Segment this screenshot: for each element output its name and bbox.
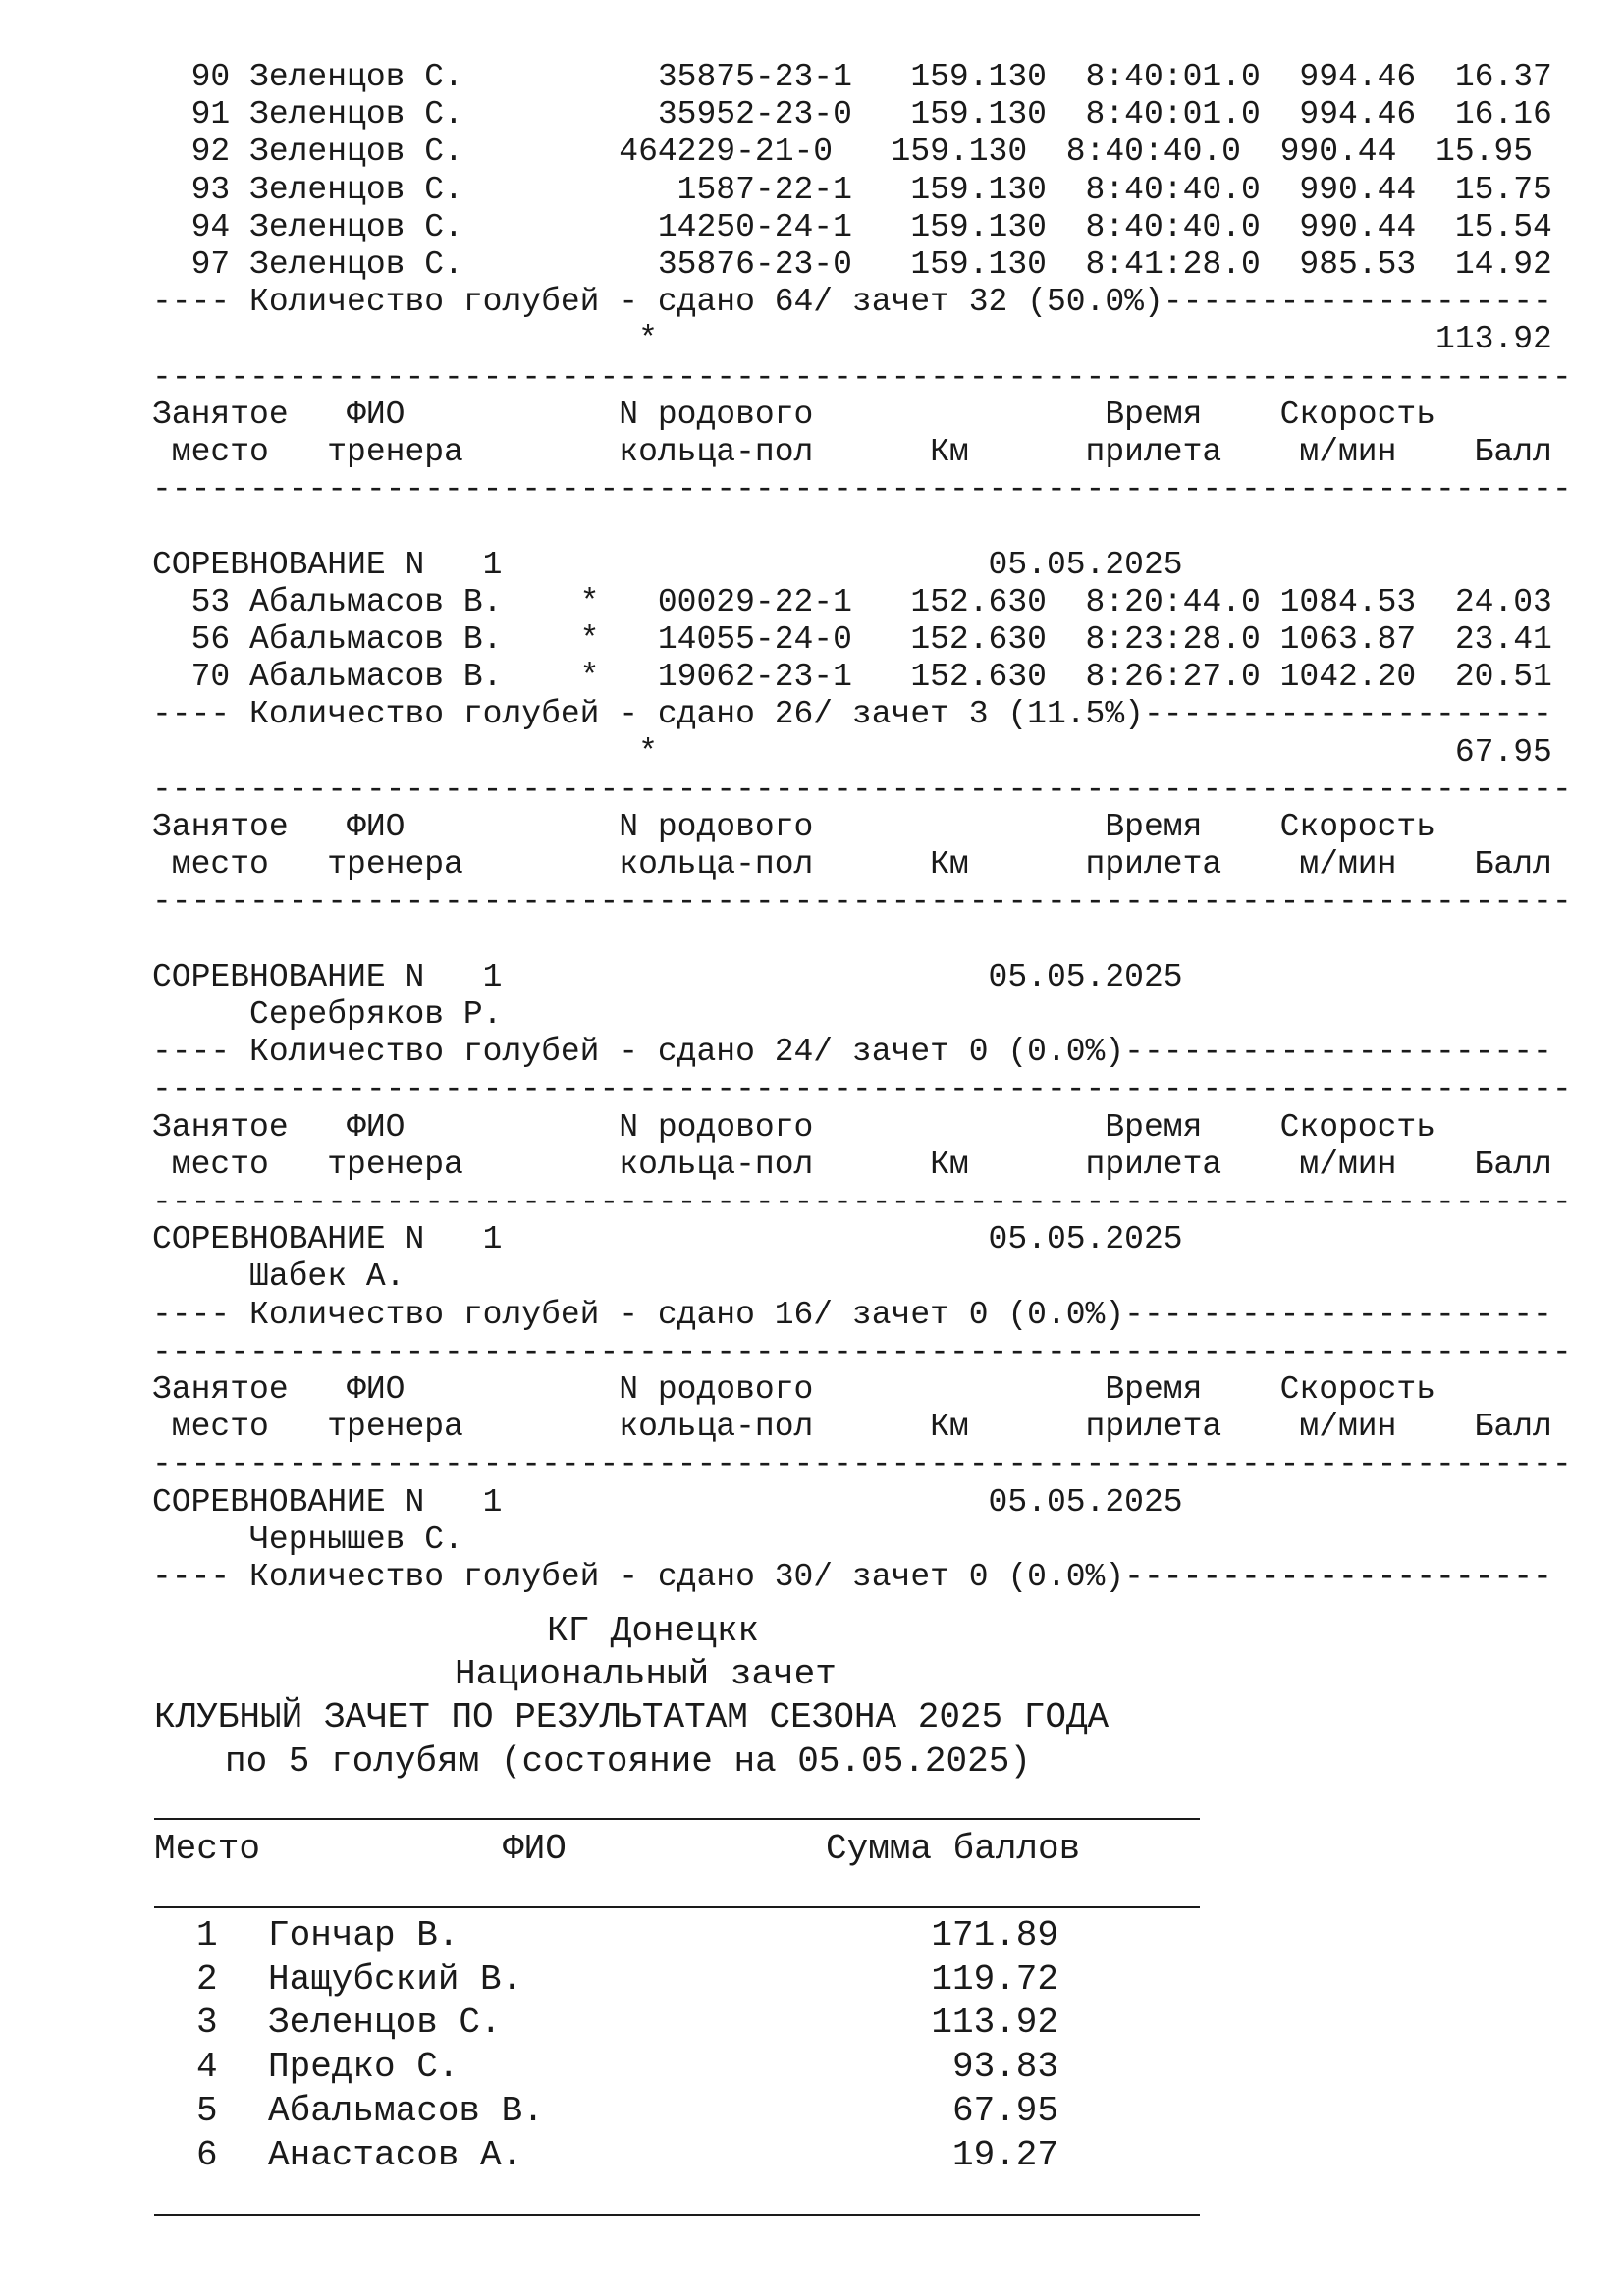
report-line: 91 Зеленцов С. 35952-23-0 159.130 8:40:01.0 994.46 16.16 [152,96,1552,133]
report-line: СОРЕВНОВАНИЕ N 1 05.05.2025 [152,546,1183,583]
standings-place: 6 [196,2134,218,2175]
standings-name: Абальмасов В. [268,2090,544,2131]
report-line: ---- Количество голубей - сдано 26/ зачет 3 (11.5%)--------------------- [152,696,1552,733]
standings-score: 119.72 [931,1958,1058,2000]
report-line: ------------------------------------------------------------------------- [152,1333,1572,1370]
report-line: Занятое ФИО N родового Время Скорость [152,1108,1436,1146]
report-line: 56 Абальмасов В. * 14055-24-0 152.630 8:23:28.0 1063.87 23.41 [152,621,1552,658]
report-line: 90 Зеленцов С. 35875-23-1 159.130 8:40:01.0 994.46 16.37 [152,59,1552,95]
report-line: * 67.95 [152,733,1552,771]
report-line: ------------------------------------------------------------------------- [152,1446,1572,1483]
report-line: ------------------------------------------------------------------------- [152,471,1572,508]
standings-name: Предко С. [268,2047,460,2088]
col-header-sum: Сумма баллов [826,1829,1081,1869]
col-header-place: Место [154,1829,261,1869]
standings-place: 5 [196,2090,218,2131]
standings-score: 67.95 [951,2090,1058,2131]
report-line: СОРЕВНОВАНИЕ N 1 05.05.2025 [152,1483,1183,1521]
table-rule-top [154,1818,1200,1820]
standings-place: 2 [196,1958,218,2000]
standings-name: Анастасов А. [268,2134,523,2175]
report-line: Чернышев С. [152,1521,463,1558]
report-line: ------------------------------------------------------------------------- [152,1184,1572,1220]
report-line: Шабек А. [152,1258,406,1296]
report-line: * 113.92 [152,321,1552,358]
report-line: 94 Зеленцов С. 14250-24-1 159.130 8:40:40.0 990.44 15.54 [152,208,1552,245]
report-line: место тренера кольца-пол Км прилета м/мин Балл [152,1146,1552,1183]
standings-place: 1 [196,1915,218,1955]
report-line: ---- Количество голубей - сдано 64/ зачет 32 (50.0%)-------------------- [152,284,1552,321]
table-rule-header [154,1906,1200,1908]
standings-subtitle: Национальный зачет [455,1654,837,1694]
standings-place: 4 [196,2047,218,2088]
report-line: СОРЕВНОВАНИЕ N 1 05.05.2025 [152,1221,1183,1258]
club-name: КГ Донецкк [547,1611,760,1651]
report-line: Занятое ФИО N родового Время Скорость [152,1371,1436,1408]
standings-name: Зеленцов С. [268,2002,502,2044]
report-line: ---- Количество голубей - сдано 30/ зачет 0 (0.0%)---------------------- [152,1559,1552,1595]
report-line: Занятое ФИО N родового Время Скорость [152,809,1436,845]
report-line: ------------------------------------------------------------------------- [152,771,1572,808]
standings-score: 113.92 [931,2002,1058,2044]
standings-condition: по 5 голубям (состояние на 05.05.2025) [225,1741,1031,1782]
table-rule-bottom [154,2214,1200,2216]
report-line: Занятое ФИО N родового Время Скорость [152,396,1436,433]
report-line: ------------------------------------------------------------------------- [152,1071,1572,1108]
report-line: ---- Количество голубей - сдано 24/ зачет 0 (0.0%)---------------------- [152,1034,1552,1071]
standings-place: 3 [196,2002,218,2044]
report-line: место тренера кольца-пол Км прилета м/мин Балл [152,1409,1552,1446]
report-line: 53 Абальмасов В. * 00029-22-1 152.630 8:20:44.0 1084.53 24.03 [152,583,1552,620]
report-line: СОРЕВНОВАНИЕ N 1 05.05.2025 [152,958,1183,995]
report-line: ------------------------------------------------------------------------- [152,883,1572,921]
standings-title: КЛУБНЫЙ ЗАЧЕТ ПО РЕЗУЛЬТАТАМ СЕЗОНА 2025 ГОДА [154,1697,1110,1737]
standings-score: 19.27 [951,2134,1058,2175]
report-line: 93 Зеленцов С. 1587-22-1 159.130 8:40:40.0 990.44 15.75 [152,171,1552,208]
standings-name: Нащубский В. [268,1958,523,2000]
report-line: 70 Абальмасов В. * 19062-23-1 152.630 8:26:27.0 1042.20 20.51 [152,659,1552,696]
report-line: Серебряков Р. [152,996,503,1033]
standings-score: 93.83 [951,2047,1058,2088]
report-line: место тренера кольца-пол Км прилета м/мин Балл [152,846,1552,883]
standings-score: 171.89 [931,1915,1058,1955]
report-line: 92 Зеленцов С. 464229-21-0 159.130 8:40:40.0 990.44 15.95 [152,133,1534,171]
report-line: место тренера кольца-пол Км прилета м/мин Балл [152,434,1552,470]
report-line: 97 Зеленцов С. 35876-23-0 159.130 8:41:28.0 985.53 14.92 [152,246,1552,283]
report-line: ------------------------------------------------------------------------- [152,358,1572,396]
standings-name: Гончар В. [268,1915,460,1955]
col-header-name: ФИО [503,1829,567,1869]
report-line: ---- Количество голубей - сдано 16/ зачет 0 (0.0%)---------------------- [152,1296,1552,1333]
